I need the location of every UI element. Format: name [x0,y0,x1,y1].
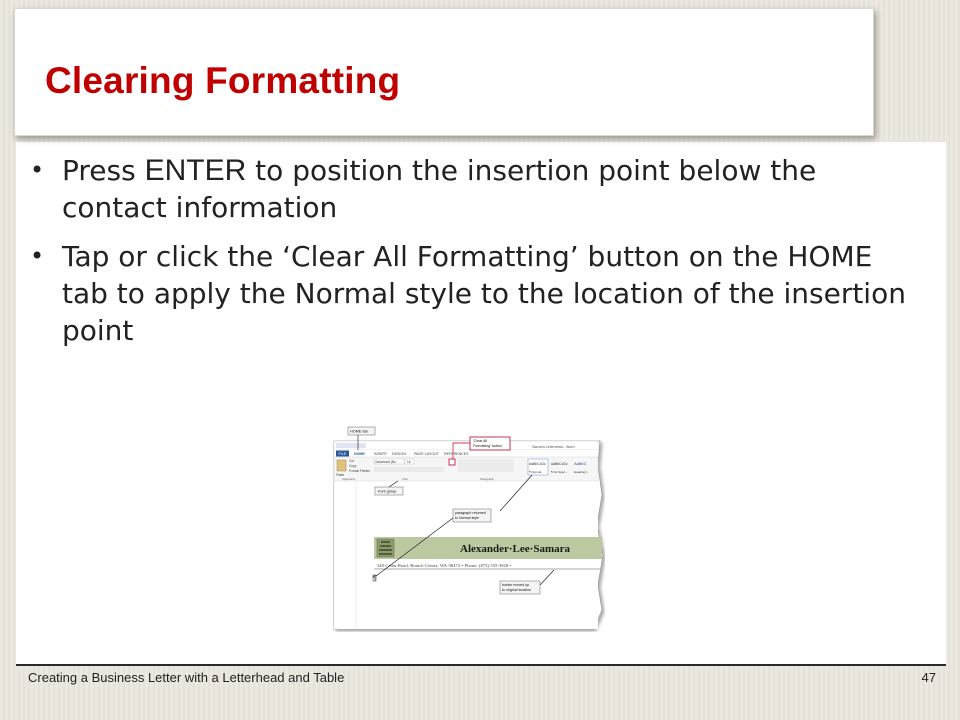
bullet-icon: • [30,242,45,270]
group-label-font: Font [402,477,409,481]
bullet-1-key: ENTER [144,154,247,187]
callout-paragraph-returned-text-1: paragraph returned [455,511,486,515]
callout-clear-all-text-1: 'Clear All [473,439,488,443]
bullet-item-1 [28,152,908,226]
tab-home-label: HOME [354,452,365,456]
callout-paragraph-returned-text-2: to Normal style [455,516,479,520]
bullet-item-2 [28,238,908,349]
bullet-1-post: to position the insertion point below the contact information [62,154,817,224]
callout-home-tab-text: HOME tab [350,429,368,434]
font-format-buttons [374,467,444,472]
style-heading1-sample: AaBbC [574,461,587,466]
style-normal-name: ¶ Normal [529,470,542,474]
bullet-2-text: Tap or click the ‘Clear All Formatting’ button on the HOME tab to apply the Normal style to the location of the insertion point [62,240,906,347]
tab-insert-label: INSERT [374,452,388,456]
letterhead-address: 340·Cedar·Road,·Branch·Center,·WA·98472·•·Phone:·(873)·555-3928·• [377,563,512,568]
group-label-paragraph: Paragraph [480,477,495,481]
paragraph-buttons [458,459,514,472]
title-banner [14,8,874,136]
clipboard-copy: Copy [349,464,357,468]
callout-border-moved-text-2: to original location [502,588,531,592]
callout-font-group-text: Font group [378,489,397,494]
slide-title: Clearing Formatting [45,60,401,101]
page-number: 47 [921,670,936,685]
clear-all-formatting-button-icon [449,459,455,465]
font-size-value: 14 [407,460,411,464]
clipboard-cut: Cut [349,459,354,463]
word-screenshot-svg [332,425,605,632]
tab-references-label: REFERENCES [444,452,469,456]
bullet-1-pre: Press [62,154,145,187]
word-window-title: Samara Letterhead - Word [532,445,575,449]
group-label-clipboard: Clipboard [342,477,355,481]
paste-label: Paste [336,473,345,477]
callout-clear-all-text-2: Formatting' button [473,444,502,448]
style-nospacing-sample: AaBbCcDc [551,462,568,466]
pilcrow-mark: ¶ [373,576,377,582]
callout-border-moved-text-1: border moved up [502,583,530,587]
paste-icon [337,460,346,471]
tab-file-label: FILE [338,452,347,456]
quick-access-toolbar [336,443,366,448]
style-heading1-name: Heading 1 [574,470,588,474]
bullet-icon: • [30,156,45,184]
font-name-value: Garamond (Bo [375,460,396,464]
footer-divider [16,664,946,666]
tab-design-label: DESIGN [392,452,406,456]
style-normal-sample: AaBbCcDc [529,462,546,466]
word-screenshot-figure [332,425,605,632]
style-nospacing-name: ¶ No Spac... [551,470,568,474]
letterhead-name: Alexander·Lee·Samara [460,543,570,555]
bullet-list [28,152,908,361]
tab-page-layout-label: PAGE LAYOUT [414,452,439,456]
footer-title: Creating a Business Letter with a Letterhead and Table [28,670,345,685]
clipboard-format-painter: Format Painter [349,469,371,473]
